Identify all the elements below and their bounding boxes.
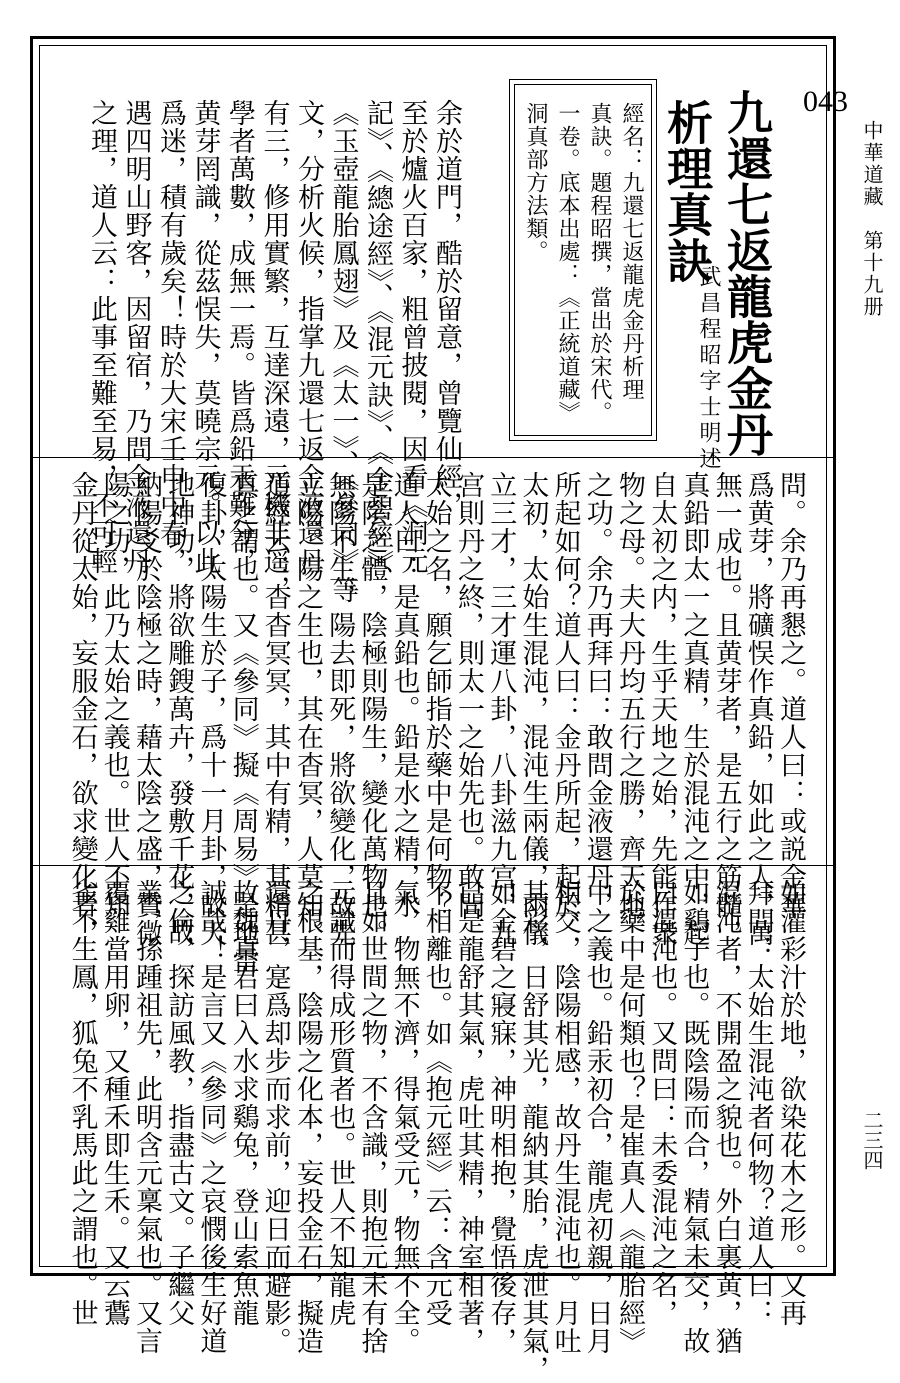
text-column: 氣，物無不濟，得氣受元，物無不全。: [388, 879, 420, 1355]
text-number: 043: [803, 85, 848, 118]
text-column: 故魏真君曰入水求鷄兔，登山索魚龍: [227, 879, 259, 1327]
text-column: 無陽不生，陽去即死，將欲變化，故先: [324, 471, 356, 947]
text-column: 元識而得成形質者也。世人不知龍虎: [324, 879, 356, 1327]
info-line: 真訣。題程昭撰，當出於宋代。: [587, 102, 612, 424]
text-column: 如灌彩汁於地，欲染花木之形。又再: [775, 879, 806, 1327]
text-column: 是陰之體，陰極則陽生，變化萬物也。: [356, 471, 388, 947]
text-column: 中之義也。鉛汞初合，龍虎初親，日月: [581, 879, 613, 1355]
text-column: 之理，道人云：此事至難至易，不可輕: [86, 99, 117, 575]
text-column: 立陽。陽之生也，其在杳冥，人莫知。: [292, 471, 323, 947]
info-line: 洞真部方法類。: [523, 102, 548, 263]
text-column: 於藥中是何類也？是崔真人《龍胎經》: [614, 879, 645, 1355]
text-column: 如鷄子也。既陰陽而合，精氣未交，故: [678, 879, 710, 1355]
text-column: 文，分析火候，指掌九還七返金液還丹: [293, 99, 324, 575]
text-column: 太初，太始生混沌，混沌生兩儀，兩儀: [517, 471, 549, 947]
text-column: 其彩，日舒其光，龍納其胎，虎泄其氣，: [517, 879, 549, 1383]
text-column: 記》、《總途經》、《混元訣》、《金碧經》、: [362, 99, 393, 593]
text-column: 覆雞當用卵，又種禾即生禾。又云鷰: [98, 879, 130, 1327]
text-column: 物之母。夫大丹均五行之勝，齊天地: [614, 471, 645, 919]
text-title-line2: 析理真訣: [660, 99, 714, 283]
info-line: 一卷。底本出處：《正統道藏》: [555, 102, 580, 424]
text-column: 遇四明山野客，因留宿，乃問金液還丹: [120, 99, 152, 575]
author-line: 武昌程昭字士明述: [696, 265, 721, 473]
text-column: 不相離也。如《抱元經》云：含元受: [420, 879, 452, 1327]
text-column: 道人曰：是真鉛也。鉛是水之精，水: [388, 471, 420, 919]
text-column: 《玉壺龍胎鳳翅》及《太一》、《參同》等: [327, 99, 359, 604]
text-column: 黄芽罔識，從茲悮失，莫曉宗元。以此: [189, 99, 221, 575]
top-section: [33, 39, 848, 604]
text-column: 爲黄芽，將礦悮作真鉛，如此之人，萬: [742, 471, 774, 947]
text-column: 拜問：太始生混沌者何物？道人曰：: [742, 879, 774, 1327]
text-column: 如金碧之寢寐，神明相抱，覺悟後存，: [485, 879, 517, 1355]
text-column: 混沌者，不開盈之貌也。外白裏黄，猶: [710, 879, 742, 1355]
text-column: 業，孫踵祖先，此明含元稟氣也。又言: [131, 879, 162, 1355]
text-column: 納陽爻於陰極之時，藉太陰之盛，贊微: [131, 471, 162, 947]
text-column: 學者萬數，成無一焉。皆爲鉛汞難分，: [224, 99, 255, 575]
text-column: 余於道門，酷於留意，曾覽仙經，: [431, 99, 462, 519]
text-column: 金丹從太始，妄服金石，欲求變化者，: [66, 471, 98, 947]
text-column: 之倫，探訪風教，指盡古文。子繼父: [163, 879, 195, 1327]
text-column: 雀不生鳳，狐兔不乳馬此之謂也。世: [66, 879, 98, 1327]
page-frame: [30, 36, 848, 1383]
text-column: 之根基，陰陽之化本，妄投金石，擬造: [292, 879, 323, 1355]
text-title-line1: 九還七返龍虎金丹: [720, 89, 774, 457]
text-column: 真鉛即太一之真精，生於混沌之中，起: [678, 471, 710, 947]
text-column: 爲迷，積有歲矣！時於大宋壬申中春，: [155, 99, 186, 575]
text-column: 復卦，太陽生於子，爲十一月卦，故天: [195, 471, 227, 947]
text-column: 地神功，將欲雕鎪萬卉，發敷千花，故: [163, 471, 195, 947]
text-column: 問。余乃再懇之。道人曰：或説金華: [775, 471, 806, 919]
text-column: 之功。余乃再拜曰：敢問金液還丹，: [581, 471, 613, 919]
text-column: 已是龍舒其氣，虎吐其精，神室相著，: [453, 879, 484, 1355]
text-column: 宫則丹之終，則太一之始先也。敢問: [453, 471, 484, 919]
text-column: 陽之功，此乃太始之義也。世人不知: [98, 471, 130, 919]
text-column: 立三才，三才運八卦，八卦滋九宫，九: [485, 471, 517, 947]
text-column: 太始之名，願乞師指於藥中是何物？: [420, 471, 452, 919]
text-column: 自太初之内，生乎天地之始，先能作衆: [646, 471, 678, 947]
divider-2: [33, 865, 833, 866]
text-column: 真之謂也。又《參同》擬《周易》是地雷: [227, 471, 259, 975]
info-box: [509, 79, 657, 441]
text-column: 有三，修用實繁，互達深遠，元機非遥，: [258, 99, 290, 603]
text-column: 相交，陰陽相感，故丹生混沌也。月吐: [549, 879, 581, 1355]
text-column: 至於爐火百家，粗曾披閱，因看《洞元: [396, 99, 428, 575]
info-line: 經名：九還七返龍虎金丹析理: [619, 102, 644, 401]
volume-label: 中華道藏 第十九册: [860, 120, 884, 318]
divider-1: [33, 457, 833, 458]
text-column: 無一成也。且黄芽者，是五行之筋髓，: [710, 471, 742, 947]
text-column: 且如世間之物，不含識，則抱元未有捨: [356, 879, 388, 1355]
text-column: 道經云：杳杳冥冥，其中有精，其精甚: [259, 471, 291, 947]
text-column: 曰混沌也。又問曰：未委混沌之名，: [646, 879, 678, 1327]
text-column: 誠哉！是言又《參同》之哀憫後生好道: [195, 879, 227, 1355]
text-column: 所起如何？道人曰：金丹所起，起於: [549, 471, 581, 919]
page-number: 二三四: [860, 1110, 884, 1170]
text-column: 還丹，寔爲却步而求前，迎日而避影。: [259, 879, 291, 1355]
